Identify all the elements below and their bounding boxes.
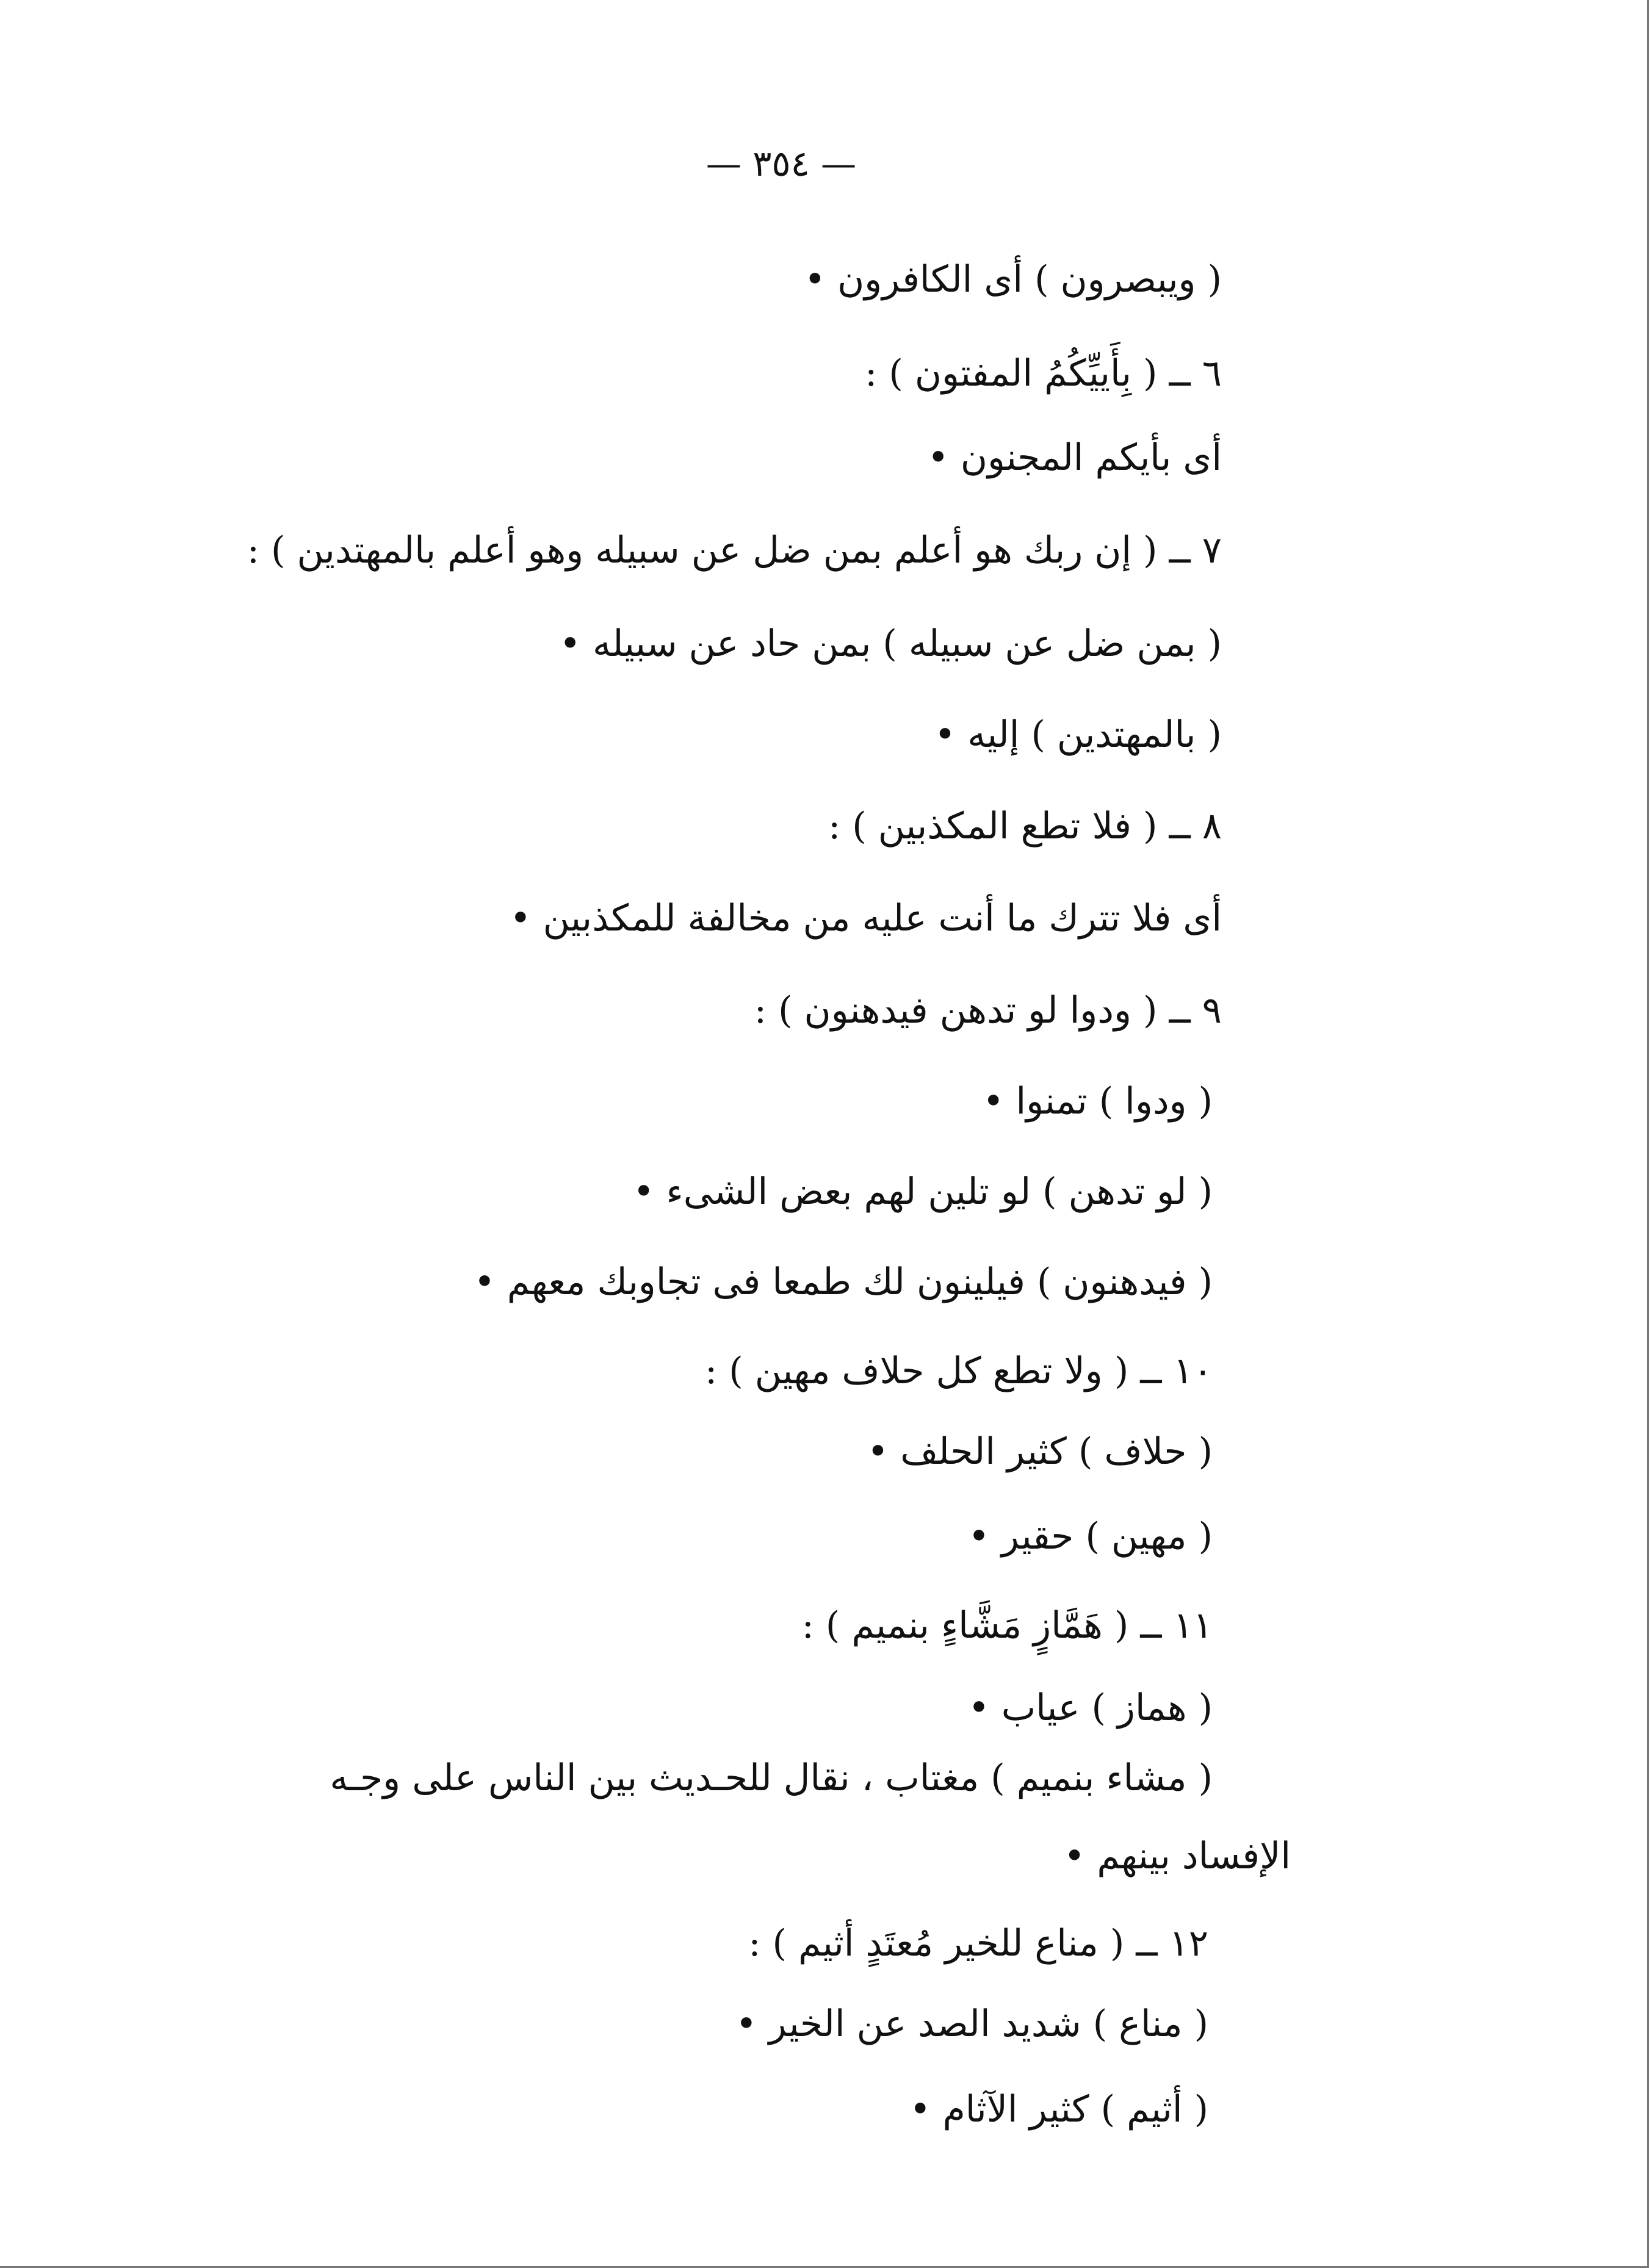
text-line: أى فلا تترك ما أنت عليه من مخالفة للمكذبين •: [510, 897, 1222, 940]
text-line: أى بأيكم المجنون •: [927, 436, 1222, 479]
text-line: ( بمن ضل عن سبيله ) بمن حاد عن سبيله •: [559, 622, 1222, 665]
text-line: ( مهين ) حقير •: [968, 1515, 1213, 1558]
text-line: ( مناع ) شديد الصد عن الخير •: [735, 2003, 1208, 2045]
text-line: ( لو تدهن ) لو تلين لهم بعض الشىء •: [633, 1170, 1213, 1213]
text-line: ( حلاف ) كثير الحلف •: [867, 1430, 1213, 1473]
verse-heading-8: ٨ ــ ( فلا تطع المكذبين ) :: [828, 805, 1222, 848]
verse-heading-11: ١١ ــ ( هَمَّازٍ مَشَّاءٍ بنميم ) :: [801, 1604, 1213, 1647]
verse-heading-12: ١٢ ــ ( مناع للخير مُعتَدٍ أثيم ) :: [748, 1922, 1208, 1965]
verse-heading-6: ٦ ــ ( بِأَييِّكُمُ المفتون ) :: [865, 352, 1222, 395]
verse-heading-7: ٧ ــ ( إن ربك هو أعلم بمن ضل عن سبيله وهو أعلم بالمهتدين ) :: [247, 529, 1222, 572]
verse-heading-9: ٩ ــ ( ودوا لو تدهن فيدهنون ) :: [754, 989, 1222, 1032]
text-line: ( ويبصرون ) أى الكافرون •: [804, 258, 1222, 301]
text-line: ( هماز ) عياب •: [968, 1687, 1213, 1729]
text-line-continuation: الإفساد بينهم •: [1063, 1835, 1291, 1877]
verse-heading-10: ١٠ ــ ( ولا تطع كل حلاف مهين ) :: [704, 1350, 1213, 1392]
text-line: ( مشاء بنميم ) مغتاب ، نقال للحـديث بين الناس على وجـه: [330, 1757, 1213, 1799]
text-line: ( بالمهتدين ) إليه •: [934, 713, 1222, 756]
page-number: — ٣٥٤ —: [705, 143, 857, 184]
text-line: ( ودوا ) تمنوا •: [983, 1080, 1213, 1123]
text-line: ( أثيم ) كثير الآثام •: [909, 2088, 1208, 2131]
text-line: ( فيدهنون ) فيلينون لك طمعا فى تجاوبك معهم •: [474, 1261, 1213, 1303]
